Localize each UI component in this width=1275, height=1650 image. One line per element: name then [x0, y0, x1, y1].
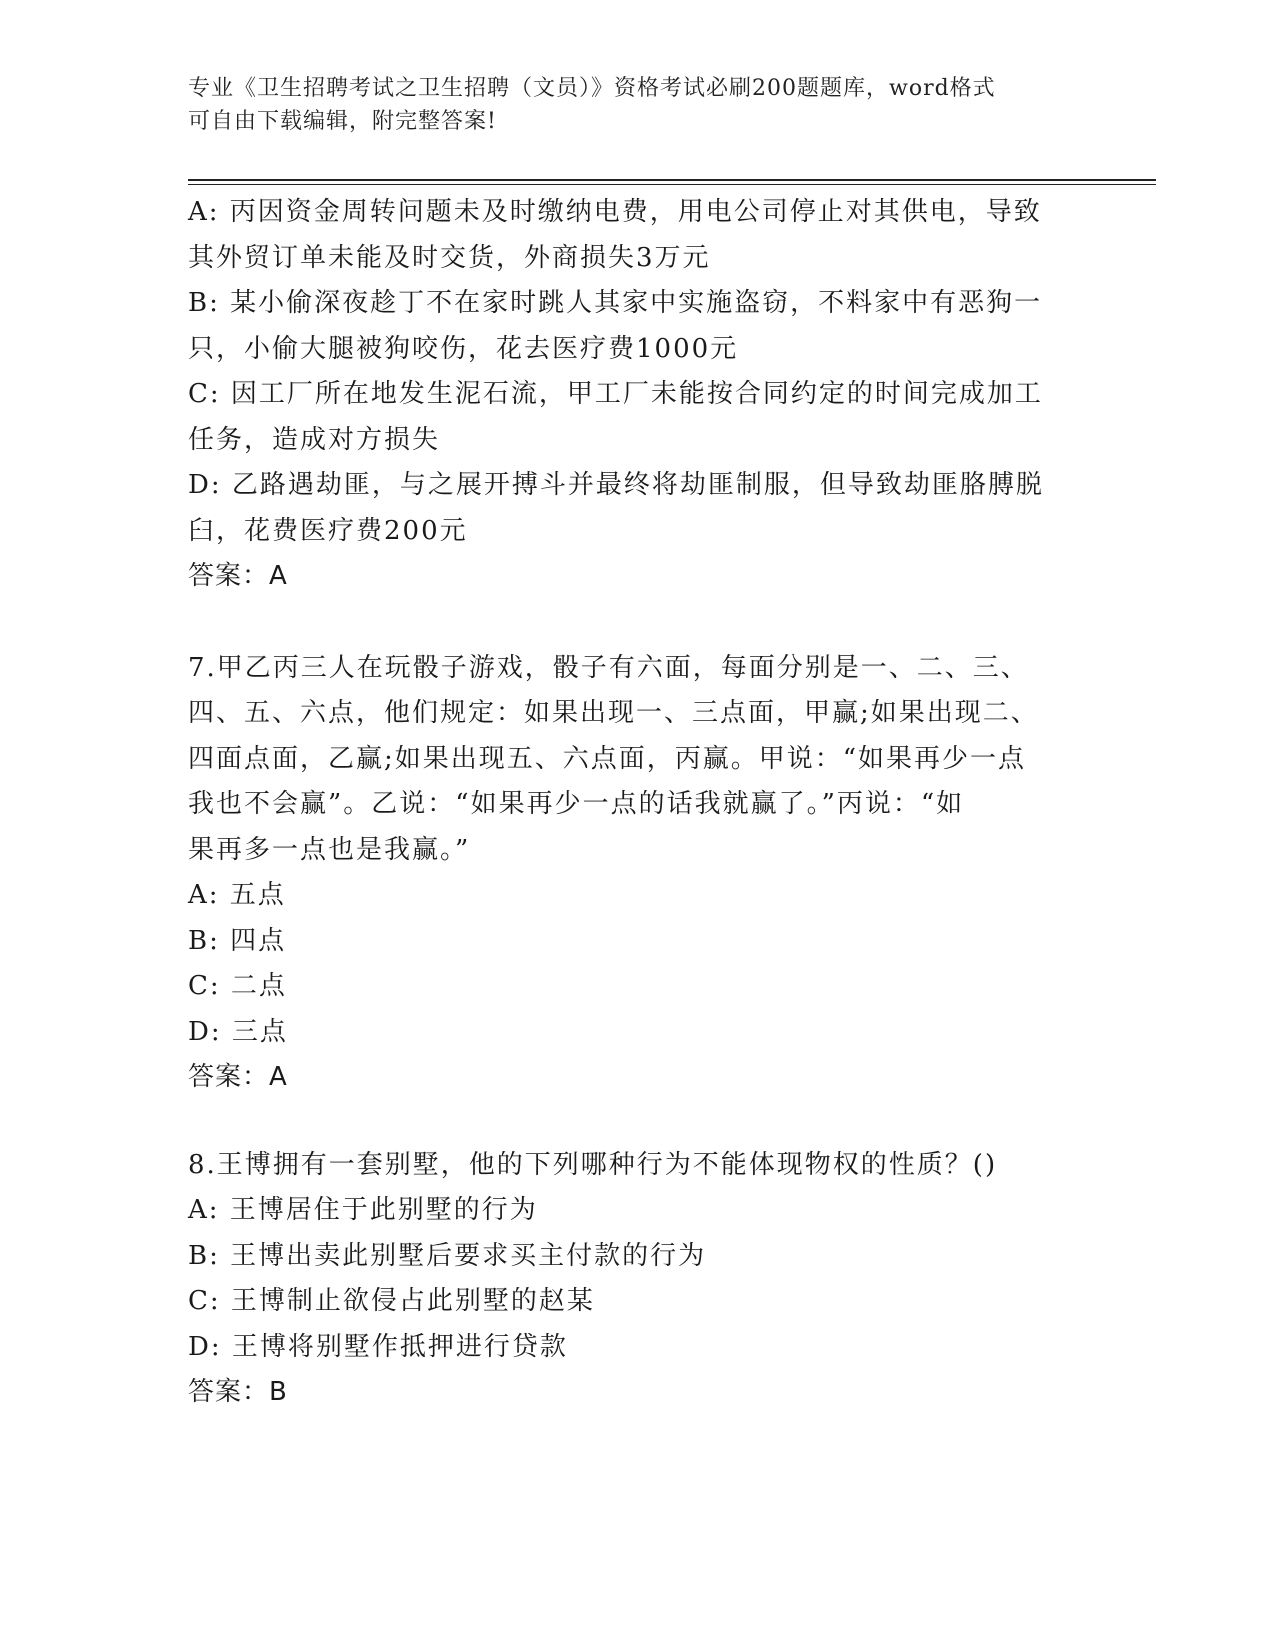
option-a: A: 五点 — [188, 880, 286, 910]
spacer — [188, 1101, 1068, 1143]
option-c: C: 王博制止欲侵占此别墅的赵某 — [188, 1286, 595, 1316]
option-c-line-1: C: 因工厂所在地发生泥石流，甲工厂未能按合同约定的时间完成加工 — [188, 379, 1043, 409]
question-stem-line-1: 8.王博拥有一套别墅，他的下列哪种行为不能体现物权的性质？() — [188, 1149, 998, 1180]
spacer — [188, 600, 1068, 646]
option-c-line-2: 任务，造成对方损失 — [188, 424, 441, 455]
question-stem-line-1: 7.甲乙丙三人在玩骰子游戏，骰子有六面，每面分别是一、二、三、 — [188, 652, 1029, 683]
option-b-line-2: 只，小偷大腿被狗咬伤，花去医疗费1000元 — [188, 333, 739, 364]
option-d: D: 王博将别墅作抵押进行贷款 — [188, 1331, 568, 1362]
header-divider-thin — [188, 184, 1156, 185]
option-c: C: 二点 — [188, 971, 287, 1001]
answer-label: 答案：A — [188, 1062, 288, 1092]
question-stem-line-5: 果再多一点也是我赢。” — [188, 834, 471, 865]
answer-label: 答案：A — [188, 561, 288, 591]
option-a-line-2: 其外贸订单未能及时交货，外商损失3万元 — [188, 242, 711, 273]
document-body — [188, 190, 1068, 1416]
answer-label: 答案：B — [188, 1377, 288, 1407]
option-d: D: 三点 — [188, 1016, 288, 1047]
question-6-options — [188, 190, 1068, 600]
question-stem-line-2: 四、五、六点，他们规定：如果出现一、三点面，甲赢;如果出现二、 — [188, 698, 1039, 728]
option-a: A: 王博居住于此别墅的行为 — [188, 1195, 538, 1225]
header-divider-thick — [188, 179, 1156, 181]
document-header — [188, 72, 1068, 138]
question-stem-line-4: 我也不会赢”。乙说：“如果再少一点的话我就赢了。”丙说：“如 — [188, 789, 965, 819]
question-8 — [188, 1143, 1068, 1416]
option-a-line-1: A: 丙因资金周转问题未及时缴纳电费，用电公司停止对其供电，导致 — [188, 197, 1042, 227]
header-title-line-2: 可自由下载编辑，附完整答案! — [188, 109, 497, 134]
question-stem-line-3: 四面点面，乙赢;如果出现五、六点面，丙赢。甲说：“如果再少一点 — [188, 743, 1027, 774]
question-7 — [188, 646, 1068, 1101]
option-d-line-1: D: 乙路遇劫匪，与之展开搏斗并最终将劫匪制服，但导致劫匪胳膊脱 — [188, 470, 1044, 500]
option-b: B: 王博出卖此别墅后要求买主付款的行为 — [188, 1240, 707, 1271]
option-b-line-1: B: 某小偷深夜趁丁不在家时跳人其家中实施盗窃，不料家中有恶狗一 — [188, 288, 1043, 318]
option-d-line-2: 臼，花费医疗费200元 — [188, 515, 468, 546]
header-title-line-1: 专业《卫生招聘考试之卫生招聘（文员）》资格考试必刷200题题库，word格式 — [188, 76, 996, 101]
option-b: B: 四点 — [188, 925, 287, 956]
